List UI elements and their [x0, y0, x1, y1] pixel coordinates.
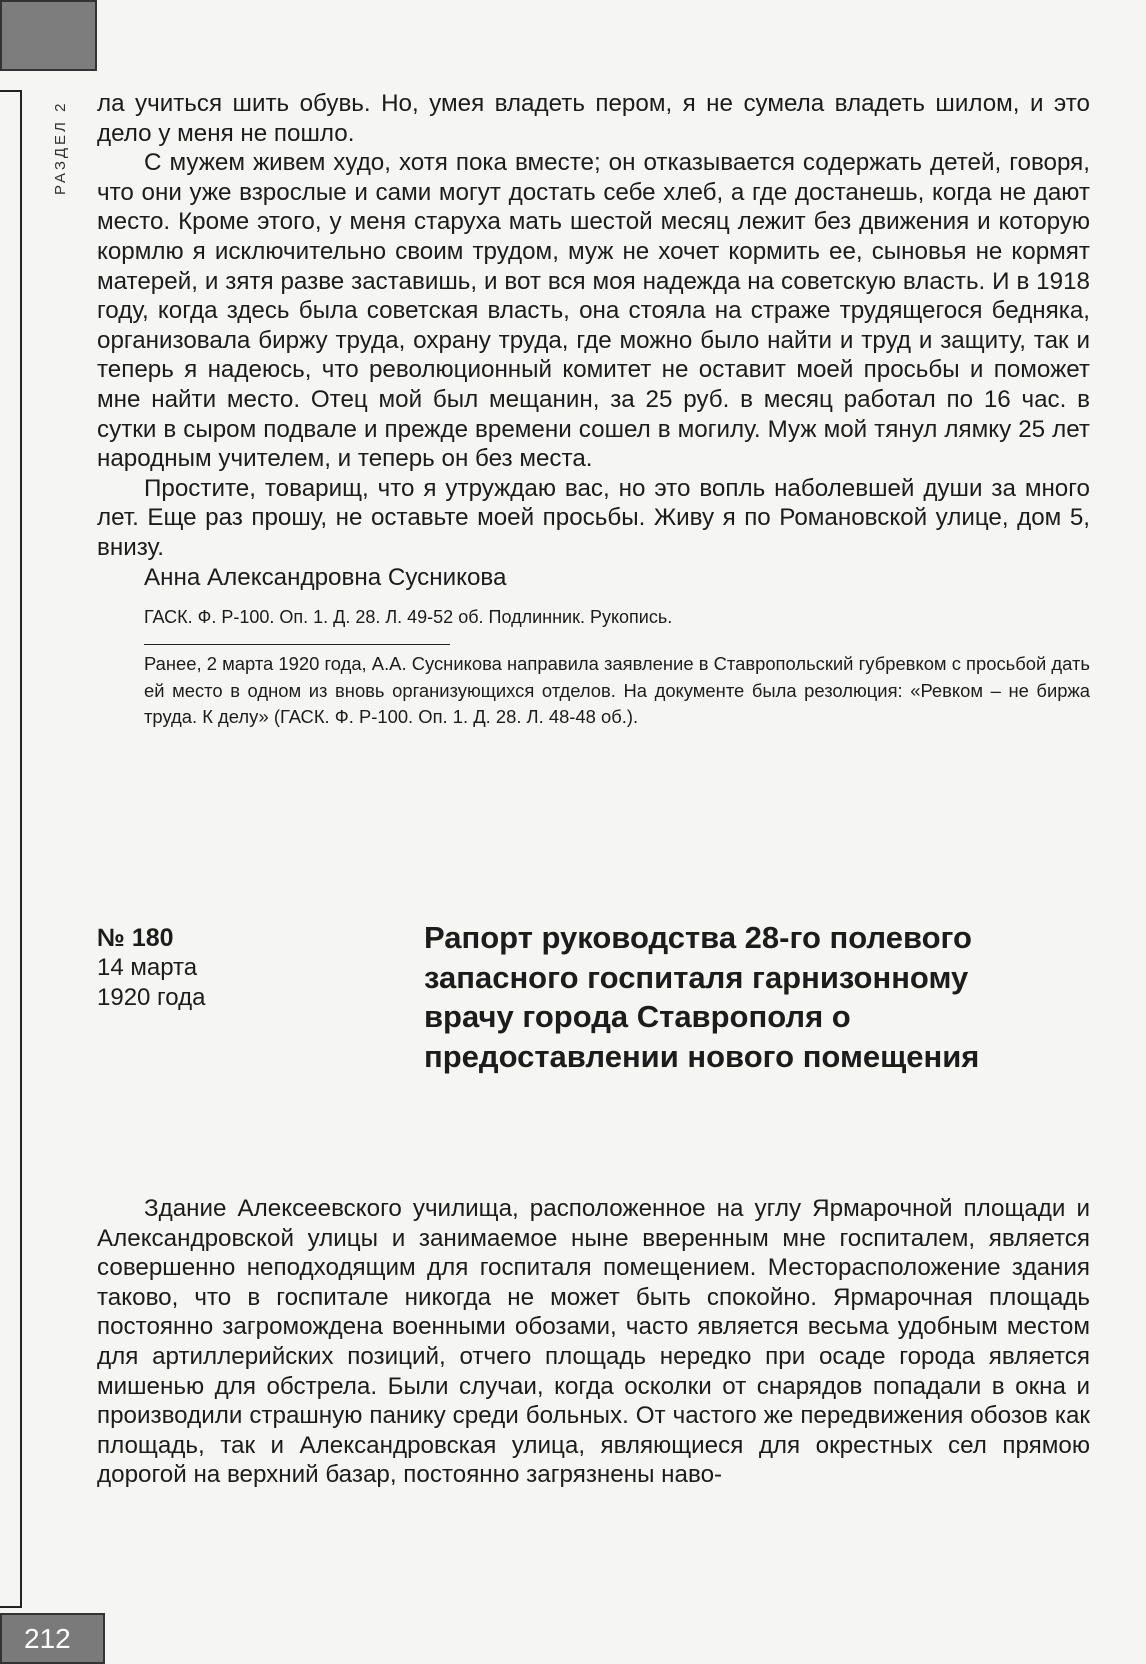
- document-text: [97, 1194, 1090, 1490]
- footnote: Ранее, 2 марта 1920 года, А.А. Сусникова направила заявление в Ставропольский губревком с просьбой дать ей место в одном из вновь организующихся отделов. На документе была резолюция: «Ревком – не биржа труда. К делу» (ГАСК. Ф. Р-100. Оп. 1. Д. 28. Л. 48-48 об.).: [144, 653, 1090, 727]
- margin-bracket: [0, 90, 22, 1608]
- page-number: 212: [0, 1613, 105, 1664]
- document-title: Рапорт руководства 28-го полевого запасного госпиталя гарнизонному врачу города Ставрополя о предоставлении нового помещения: [424, 920, 980, 1074]
- letter-signature: Анна Александровна Сусникова: [144, 563, 507, 591]
- document-body: Здание Алексеевского училища, расположенное на углу Ярмарочной площади и Александровской улицы и занимаемое ныне вверенным мне госпиталем, является совершенно неподходящим для госпиталя помещением. Месторасположение здания таково, что в госпитале никогда не может быть спокойно. Ярмарочная площадь постоянно загромождена военными обозами, часто является весьма удобным местом для артиллерийских позиций, отчего площадь нередко при осаде города является мишенью для обстрела. Были случаи, когда осколки от снарядов попадали в окна и производили страшную панику среди больных. От частого же передвижения обозов как площадь, так и Александровская улица, являющиеся для окрестных сел прямою дорогой на верхний базар, постоянно загрязнены наво-: [97, 1195, 1090, 1489]
- letter-text: [97, 89, 1090, 730]
- document-number: № 180: [97, 924, 174, 952]
- footnote-rule: [144, 644, 450, 645]
- archive-source: ГАСК. Ф. Р-100. Оп. 1. Д. 28. Л. 49-52 об. Подлинник. Рукопись.: [144, 607, 673, 628]
- document-date-line-2: 1920 года: [97, 984, 206, 1011]
- corner-decoration: [0, 0, 97, 71]
- letter-paragraph-2: С мужем живем худо, хотя пока вместе; он отказывается содержать детей, говоря, что они уже взрослые и сами могут достать себе хлеб, а где достанешь, когда не дают место. Кроме этого, у меня старуха мать шестой месяц лежит без движения и которую кормлю я исключительно своим трудом, муж не хочет кормить ее, сыновья не кормят матерей, и зятя разве заставишь, и вот вся моя надежда на советскую власть. И в 1918 году, когда здесь была советская власть, она стояла на страже трудящегося бедняка, организовала биржу труда, охрану труда, где можно было найти и труд и защиту, так и теперь я надеюсь, что революционный комитет не оставит моей просьбы и поможет мне найти место. Отец мой был мещанин, за 25 руб. в месяц работал по 16 час. в сутки в сыром подвале и прежде времени сошел в могилу. Муж мой тянул лямку 25 лет народным учителем, и теперь он без места.: [97, 149, 1090, 473]
- section-label: РАЗДЕЛ 2: [52, 100, 69, 195]
- document-meta: [97, 923, 337, 1013]
- letter-paragraph-1: ла учиться шить обувь. Но, умея владеть пером, я не сумела владеть шилом, и это дело у меня не пошло.: [97, 90, 1090, 147]
- letter-paragraph-3: Простите, товарищ, что я утруждаю вас, но это вопль наболевшей души за много лет. Еще раз прошу, не оставьте моей просьбы. Живу я по Романовской улице, дом 5, внизу.: [97, 474, 1090, 561]
- document-date-line-1: 14 марта: [97, 954, 198, 981]
